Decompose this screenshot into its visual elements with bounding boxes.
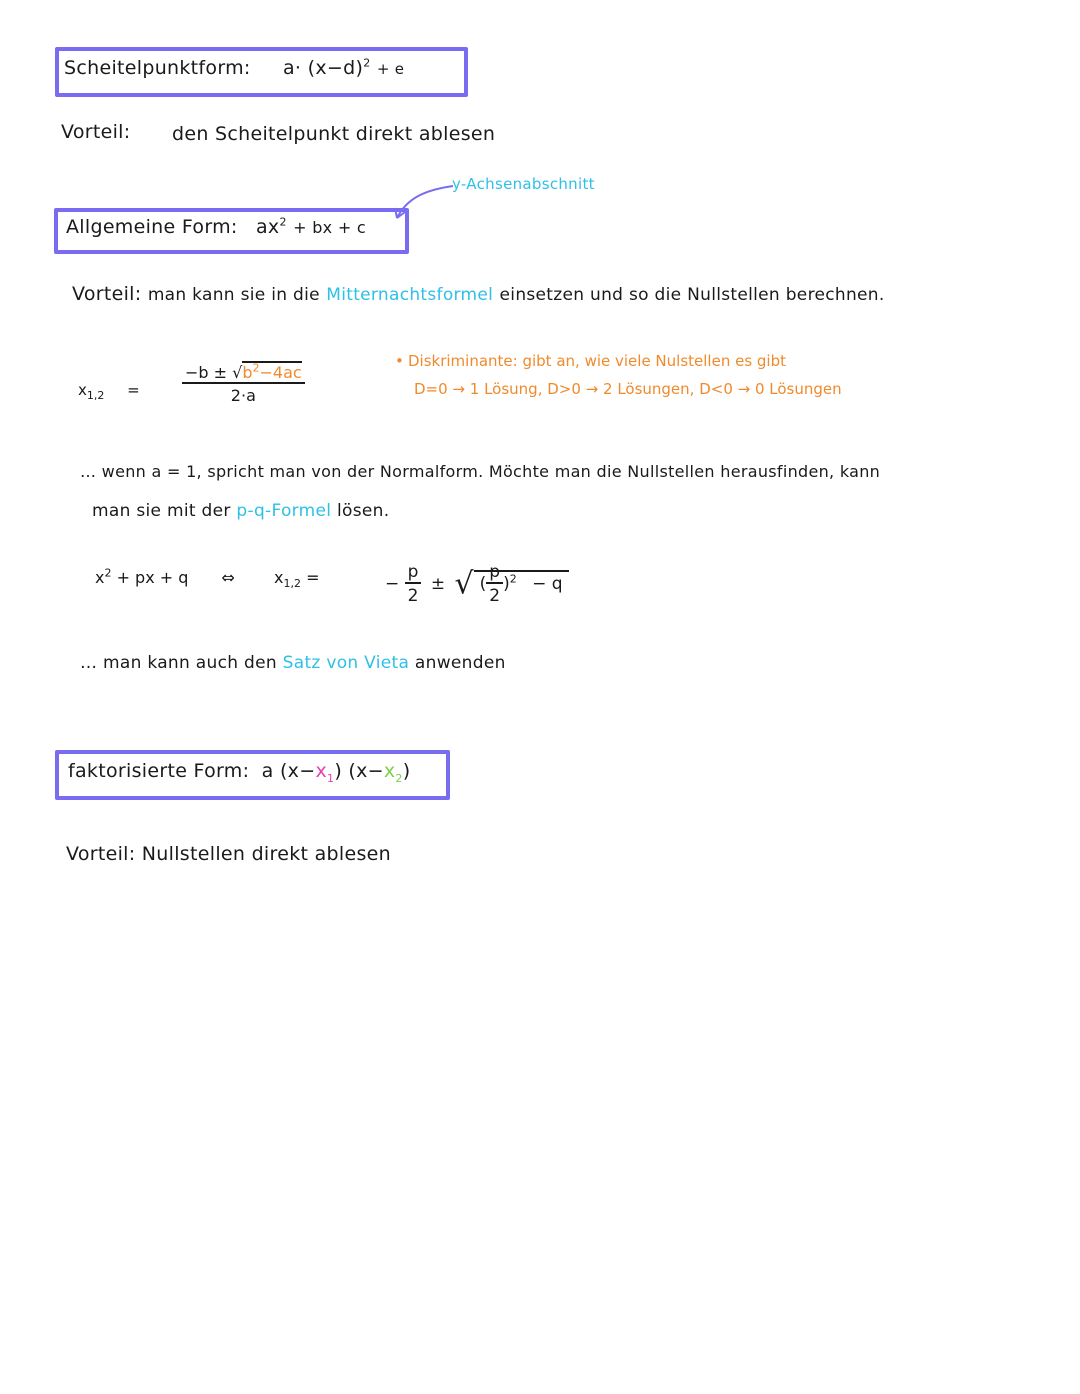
pq-formel-highlight: p-q-Formel [236,501,332,521]
mitternachtsformel-fraction: $\frac{-b \pm √b^2-4ac}{2\cdot a}$ [182,363,305,405]
mitternachtsformel-highlight: Mitternachtsformel [326,285,494,305]
vieta-line: … man kann auch den Satz von Vieta anwenden [80,653,506,673]
satz-von-vieta-highlight: Satz von Vieta [282,653,410,673]
diskriminante-line1: Diskriminante: gibt an, wie viele Nulstellen es gibt [408,352,786,370]
diskriminante-line2: D=0 → 1 Lösung, D>0 → 2 Lösungen, D<0 → 0 Lösungen [414,380,842,398]
mitternachtsformel-lhs: $x_{1,2}$ = [78,381,140,402]
pq-rhs: − $\frac{p}{2}$ ± √ ( $\frac{p}{2}$ )$^2$ − q [385,562,569,606]
faktor-vorteil: Vorteil: Nullstellen direkt ablesen [66,843,391,865]
scheitelpunktform-label: Scheitelpunktform: [64,57,251,79]
allgemeine-form-label: Allgemeine Form: [66,216,238,238]
allgemein-vorteil: Vorteil: man kann sie in die Mitternachtsformel einsetzen und so die Nullstellen berechnen. [72,283,885,305]
scheitel-vorteil-label: Vorteil: [61,121,131,143]
scheitelpunktform-formula: $a\cdot (x-d)^2 + e$ [282,56,405,79]
y-achsenabschnitt-annotation: y-Achsenabschnitt [452,175,595,193]
diskriminante-bullet: • [395,352,404,370]
pq-formula: $x^2$ + px + q ⇔ $x_{1,2}$ = [95,566,320,591]
scheitelpunktform-heading [64,57,404,79]
faktorisierte-form-formula: a $(x-x_1)$ $(x-x_2)$ [261,760,411,785]
faktorisierte-form-label: faktorisierte Form: [68,760,250,782]
normalform-line1: … wenn a = 1, spricht man von der Normalform. Möchte man die Nullstellen herausfinden, kann [80,462,881,481]
scheitel-vorteil-text: den Scheitelpunkt direkt ablesen [172,123,496,145]
faktorisierte-form-heading [68,760,411,785]
allgemeine-form-formula: $ax^2$ + bx + c [255,215,367,238]
allgemeine-form-heading [66,216,366,238]
normalform-line2: man sie mit der p-q-Formel lösen. [92,501,390,521]
